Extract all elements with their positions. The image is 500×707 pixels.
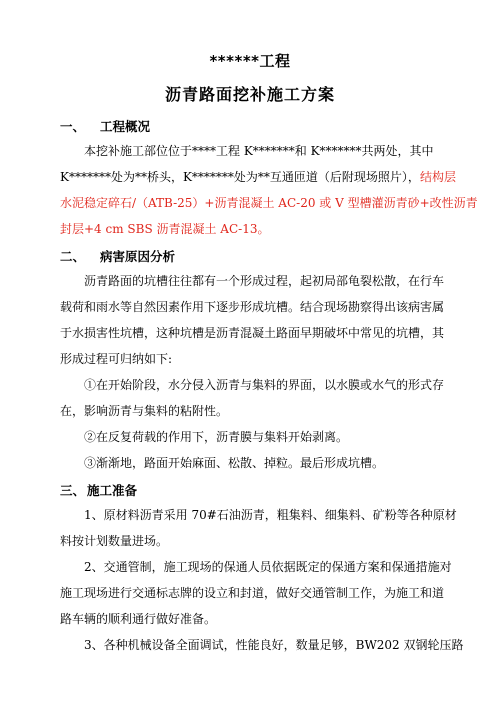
paragraph-line: 施工现场进行交通标志牌的设立和封道，做好交通管制工作，为施工和道: [60, 586, 445, 600]
section-number: 三、: [60, 483, 86, 498]
document-subtitle: 沥青路面挖补施工方案: [164, 85, 335, 104]
document-title: ******工程: [209, 52, 291, 70]
section-number: 一、: [60, 119, 86, 134]
list-item-continuation: 在，影响沥青与集料的粘附性。: [60, 404, 229, 418]
paragraph-line: 路车辆的顺利通行做好准备。: [60, 612, 217, 626]
paragraph-line: 1、原材料沥青采用 70#石油沥青，粗集料、细集料、矿粉等各种原材: [84, 508, 457, 522]
highlight-text: 结构层: [419, 170, 456, 184]
paragraph-line: 料按计划数量进场。: [60, 534, 169, 548]
paragraph-line: 载荷和雨水等自然因素作用下逐步形成坑槽。结合现场勘察得出该病害属: [60, 300, 445, 314]
list-item: ③渐渐地，路面开始麻面、松散、掉粒。最后形成坑槽。: [84, 456, 385, 470]
paragraph-line: 于水损害性坑槽，这种坑槽是沥青混凝土路面早期破坏中常见的坑槽，其: [60, 326, 445, 340]
paragraph-line: 形成过程可归纳如下:: [60, 352, 173, 366]
paragraph-line-highlight: 封层+4 cm SBS 沥青混凝土 AC-13。: [60, 222, 270, 236]
section-title: 施工准备: [87, 483, 138, 498]
list-item: ②在反复荷载的作用下，沥青膜与集料开始剥离。: [84, 430, 349, 444]
section-heading-preparation: [60, 481, 137, 499]
list-item: ①在开始阶段，水分侵入沥青与集料的界面，以水膜或水气的形式存: [84, 378, 445, 392]
section-title: 病害原因分析: [100, 249, 176, 264]
paragraph-line: 2、交通管制，施工现场的保通人员依据既定的保通方案和保通措施对: [84, 560, 452, 574]
paragraph-line: K*******处为**桥头，K*******处为**互通匝道（后附现场照片），结构层: [60, 170, 456, 184]
paragraph-line: 沥青路面的坑槽往往都有一个形成过程，起初局部龟裂松散，在行车: [84, 274, 445, 288]
paragraph-line: 3、各种机械设备全面调试，性能良好，数量足够，BW202 双钢轮压路: [84, 638, 464, 652]
paragraph-line-highlight: 水泥稳定碎石/（ATB-25）+沥青混凝土 AC-20 或 V 型槽灌沥青砂+改性沥青: [60, 196, 478, 210]
section-number: 二、: [60, 249, 86, 264]
section-heading-overview: [60, 117, 150, 135]
paragraph-line: 本挖补施工部位位于****工程 K*******和 K*******共两处，其中: [84, 144, 434, 158]
section-heading-cause-analysis: [60, 247, 175, 265]
section-title: 工程概况: [100, 119, 151, 134]
